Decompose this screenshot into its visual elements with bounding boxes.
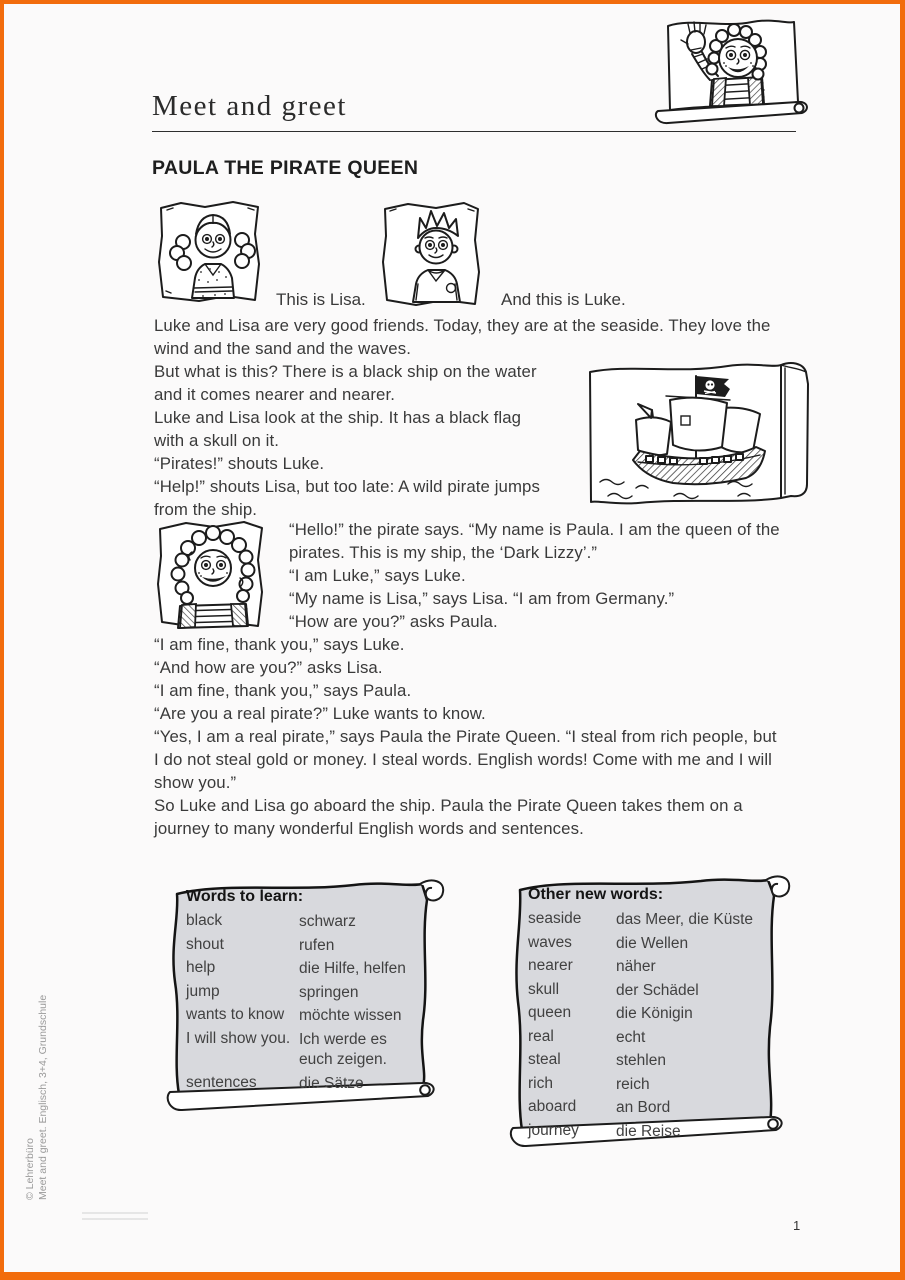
story-line: “Yes, I am a real pirate,” says Paula the Pirate Queen. “I steal from rich people, but — [154, 727, 777, 746]
credit-line: Meet and greet. Englisch, 3+4, Grundschule — [37, 994, 49, 1200]
story-line: Luke and Lisa are very good friends. Today, they are at the seaside. They love the — [154, 316, 771, 335]
vocab-row — [186, 1074, 436, 1098]
page-number: 1 — [793, 1218, 801, 1233]
story-line: pirates. This is my ship, the ‘Dark Lizzy’.” — [289, 543, 598, 562]
vocab-en: sentences — [186, 1073, 257, 1091]
vocab-box-other-new-words — [506, 862, 810, 1178]
vocab-row — [528, 1098, 788, 1122]
story-line: from the ship. — [154, 500, 258, 519]
story-line: I do not steal gold or money. I steal words. English words! Come with me and I will — [154, 750, 772, 769]
vocab-de: schwarz — [299, 913, 356, 930]
vocab-en: journey — [528, 1121, 579, 1139]
story-line: “Hello!” the pirate says. “My name is Paula. I am the queen of the — [289, 520, 780, 539]
vocab-de: näher — [616, 958, 656, 975]
vocab-en: aboard — [528, 1098, 577, 1115]
lisa-caption: This is Lisa. — [276, 290, 366, 309]
vocab-en: rich — [528, 1074, 553, 1092]
vocab-row — [528, 1122, 788, 1146]
story-line: “I am fine, thank you,” says Paula. — [154, 681, 412, 700]
story-line: wind and the sand and the waves. — [154, 339, 411, 358]
vocab-row — [186, 983, 436, 1007]
vocab-row — [186, 1030, 436, 1074]
vocab-row — [528, 1075, 788, 1099]
vocab-row — [528, 957, 788, 981]
vocab-row — [528, 934, 788, 958]
story-line: journey to many wonderful English words and sentences. — [154, 819, 584, 838]
vocab-de: stehlen — [616, 1052, 666, 1069]
vocab-en: shout — [186, 935, 224, 953]
vocab-de: springen — [299, 983, 359, 1001]
sidebar-credit — [24, 995, 50, 1200]
pirate-girl-scroll-illustration — [652, 12, 817, 134]
vocab-de: echt — [616, 1028, 646, 1046]
vocab-row — [528, 981, 788, 1005]
story-line: show you.” — [154, 773, 237, 792]
story-line: “Pirates!” shouts Luke. — [154, 454, 325, 473]
vocab-de: möchte wissen — [299, 1007, 402, 1024]
story-line: So Luke and Lisa go aboard the ship. Paula the Pirate Queen takes them on a — [154, 796, 743, 815]
story-line: and it comes nearer and nearer. — [154, 385, 395, 404]
vocab-en: waves — [528, 933, 572, 951]
vocab-row — [186, 1006, 436, 1030]
story-line: “I am Luke,” says Luke. — [289, 566, 466, 585]
vocab-de: reich — [616, 1075, 650, 1093]
vocab-de: das Meer, die Küste — [616, 911, 753, 928]
vocab-en: help — [186, 959, 216, 976]
paula-portrait-illustration — [152, 518, 269, 632]
story-paragraph-intro — [154, 314, 770, 360]
vocab-row — [528, 910, 788, 934]
vocab-en: steal — [528, 1051, 561, 1068]
story-line: “I am fine, thank you,” says Luke. — [154, 635, 405, 654]
story-line: Luke and Lisa look at the ship. It has a black flag — [154, 408, 522, 427]
vocab-row — [186, 912, 436, 936]
vocab-en: nearer — [528, 957, 573, 974]
section-heading: PAULA THE PIRATE QUEEN — [152, 157, 419, 179]
story-paragraph-dialogue — [154, 633, 777, 840]
vocab-row — [186, 959, 436, 983]
vocab-de: rufen — [299, 936, 335, 954]
vocab-row — [186, 936, 436, 960]
vocab-de: die Hilfe, helfen — [299, 960, 406, 977]
vocab-en: real — [528, 1027, 554, 1045]
vocab-en: black — [186, 912, 223, 929]
vocab-de: die Sätze — [299, 1074, 364, 1092]
vocab-en: I will show you. — [186, 1029, 291, 1047]
lisa-portrait-illustration — [153, 198, 266, 306]
story-line: “Are you a real pirate?” Luke wants to know. — [154, 704, 486, 723]
vocab-en: wants to know — [186, 1006, 285, 1023]
luke-caption: And this is Luke. — [501, 290, 626, 309]
vocab-left-title: Words to learn: — [186, 888, 304, 905]
story-line: “Help!” shouts Lisa, but too late: A wild pirate jumps — [154, 477, 540, 496]
pirate-ship-illustration — [578, 356, 816, 510]
scan-smudge — [82, 1212, 148, 1222]
luke-portrait-illustration — [378, 200, 484, 310]
vocab-right-title: Other new words: — [528, 886, 664, 903]
vocab-de: Ich werde es euch zeigen. — [299, 1030, 387, 1068]
copyright-line: © Lehrerbüro — [24, 1137, 36, 1200]
vocab-row — [528, 1051, 788, 1075]
story-line: “And how are you?” asks Lisa. — [154, 658, 383, 677]
vocab-de: der Schädel — [616, 981, 699, 999]
story-line: “My name is Lisa,” says Lisa. “I am from Germany.” — [289, 589, 675, 608]
vocab-en: jump — [186, 982, 220, 1000]
vocab-row — [528, 1028, 788, 1052]
vocab-de: die Wellen — [616, 934, 689, 952]
page-title: Meet and greet — [152, 90, 347, 122]
story-line: But what is this? There is a black ship on the water — [154, 362, 537, 381]
story-paragraph-hello — [289, 518, 780, 633]
vocab-de: die Königin — [616, 1005, 693, 1022]
vocab-de: an Bord — [616, 1099, 671, 1116]
story-paragraph-ship — [154, 360, 540, 521]
story-line: “How are you?” asks Paula. — [289, 612, 498, 631]
vocab-en: seaside — [528, 910, 582, 927]
vocab-de: die Reise — [616, 1122, 681, 1140]
vocab-en: skull — [528, 980, 560, 998]
vocab-box-words-to-learn — [164, 870, 461, 1138]
story-line: with a skull on it. — [154, 431, 280, 450]
vocab-row — [528, 1004, 788, 1028]
vocab-en: queen — [528, 1004, 572, 1021]
